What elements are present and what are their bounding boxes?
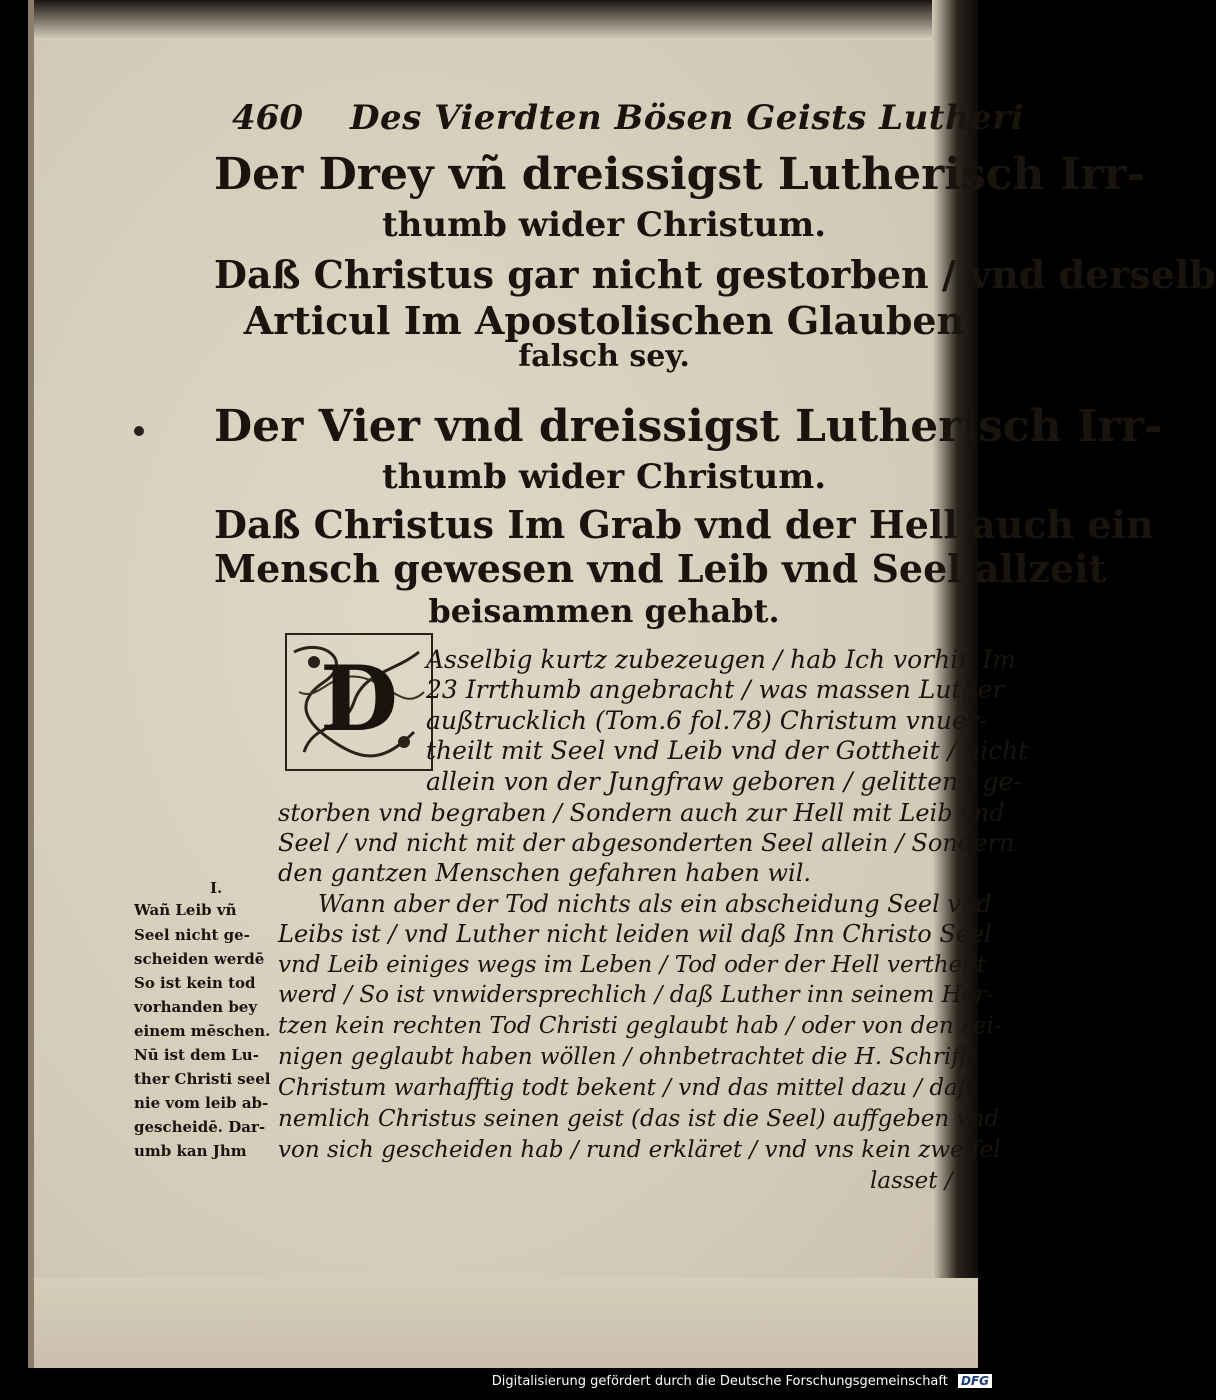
document-page [28, 0, 1216, 1368]
body-line-1: Asselbig kurtz zubezeugen / hab Ich vorhin Im [426, 645, 1016, 674]
body-line-13: tzen kein rechten Tod Christi geglaubt hab / oder von den sei- [278, 1013, 1002, 1039]
subheading-33-line-2: Articul Im Apostolischen Glauben [243, 298, 965, 343]
body-line-17: von sich gescheiden hab / rund erkläret / vnd vns kein zweifel [278, 1137, 1001, 1163]
margin-line-7: einem mēschen. [134, 1022, 271, 1040]
page-bottom-margin [34, 1278, 978, 1368]
body-line-18: lasset / [870, 1168, 953, 1194]
subheading-34-line-2: Mensch gewesen vnd Leib vnd Seel allzeit [214, 546, 1107, 591]
page-number: 460 [232, 98, 303, 138]
body-line-10: Leibs ist / vnd Luther nicht leiden wil daß Inn Christo Seel [278, 920, 992, 948]
margin-line-12: umb kan Jhm [134, 1142, 247, 1160]
body-line-9: Wann aber der Tod nichts als ein abscheidung Seel vnd [318, 890, 992, 918]
heading-33-line-1: Der Drey vñ dreissigst Lutherisch Irr- [214, 149, 1146, 200]
margin-line-9: ther Christi seel [134, 1070, 271, 1088]
body-line-6: storben vnd begraben / Sondern auch zur Hell mit Leib vnd [278, 799, 1005, 827]
body-line-2: 23 Irrthumb angebracht / was massen Luther [426, 675, 1005, 704]
body-line-5: allein von der Jungfraw geboren / gelitten / ge- [426, 767, 1022, 796]
running-title: Des Vierdten Bösen Geists Lutheri [350, 98, 1025, 138]
heading-34-line-2: thumb wider Christum. [381, 457, 827, 497]
heading-34-line-1: Der Vier vnd dreissigst Lutherisch Irr- [214, 401, 1163, 452]
subheading-33-line-1: Daß Christus gar nicht gestorben / vnd derselb [214, 252, 1216, 297]
margin-line-5: So ist kein tod [134, 974, 256, 992]
margin-line-1: I. [210, 879, 223, 897]
subheading-34-line-1: Daß Christus Im Grab vnd der Hell auch ein [214, 502, 1154, 547]
ink-spot [134, 426, 144, 436]
body-line-16: nemlich Christus seinen geist (das ist die Seel) auffgeben vnd [278, 1106, 1000, 1132]
body-line-15: Christum warhafftig todt bekent / vnd das mittel dazu / daß [278, 1075, 974, 1101]
dfg-logo: DFG [958, 1374, 992, 1388]
subheading-34-line-3: beisammen gehabt. [428, 592, 780, 630]
body-line-7: Seel / vnd nicht mit der abgesonderten Seel allein / Sondern [278, 829, 1015, 857]
footer-text: Digitalisierung gefördert durch die Deutsche Forschungsgemeinschaft [491, 1374, 948, 1389]
body-line-4: theilt mit Seel vnd Leib vnd der Gottheit / nicht [426, 736, 1029, 765]
margin-line-11: gescheidē. Dar- [134, 1118, 266, 1136]
decorated-initial-d [284, 632, 434, 772]
body-line-3: außtrucklich (Tom.6 fol.78) Christum vnuer- [426, 706, 988, 735]
digitization-credit [492, 1374, 992, 1396]
initial-letter: D [319, 646, 399, 752]
margin-line-4: scheiden werdē [134, 950, 265, 968]
page-top-shadow [34, 0, 978, 40]
body-line-8: den gantzen Menschen gefahren haben wil. [278, 859, 812, 887]
margin-line-3: Seel nicht ge- [134, 926, 250, 944]
running-head [232, 98, 1025, 142]
body-line-14: nigen geglaubt haben wöllen / ohnbetrachtet die H. Schrifft [278, 1044, 977, 1070]
margin-line-2: Wañ Leib vñ [134, 901, 237, 919]
heading-33-line-2: thumb wider Christum. [381, 205, 827, 245]
body-line-11: vnd Leib einiges wegs im Leben / Tod oder der Hell vertheilt [278, 952, 987, 978]
margin-line-6: vorhanden bey [134, 998, 258, 1016]
margin-line-8: Nū ist dem Lu- [134, 1046, 259, 1064]
margin-line-10: nie vom leib ab- [134, 1094, 269, 1112]
body-line-12: werd / So ist vnwidersprechlich / daß Luther inn seinem Her- [278, 982, 995, 1008]
subheading-33-line-3: falsch sey. [518, 339, 690, 374]
